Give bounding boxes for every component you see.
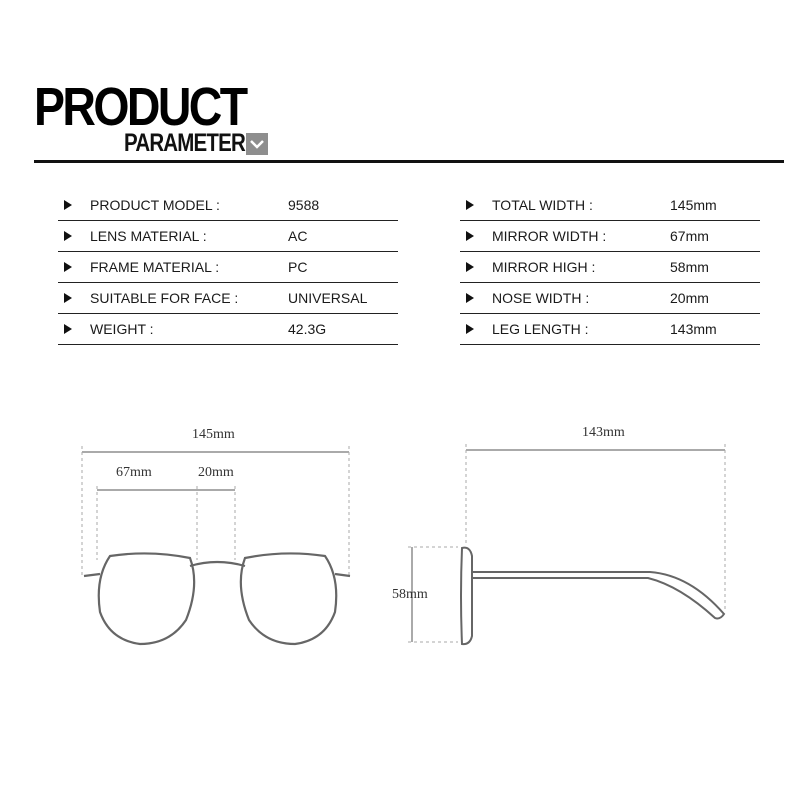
side-temple — [472, 572, 724, 619]
param-label: NOSE WIDTH : — [492, 290, 590, 306]
param-label: SUITABLE FOR FACE : — [90, 290, 239, 306]
side-lens-height-label: 58mm — [392, 587, 428, 602]
right-lens — [241, 553, 336, 644]
param-value: AC — [288, 228, 308, 244]
front-lens-width-label: 67mm — [116, 465, 152, 480]
param-value: 9588 — [288, 197, 320, 213]
param-value: 58mm — [670, 259, 709, 275]
side-view-dimensions — [408, 444, 725, 642]
side-leg-length-label: 143mm — [582, 425, 625, 440]
param-label: MIRROR WIDTH : — [492, 228, 607, 244]
bridge — [190, 562, 245, 566]
param-value: PC — [288, 259, 308, 275]
page-subtitle: PARAMETER — [124, 129, 245, 157]
right-temple — [335, 574, 350, 576]
page-title: PRODUCT — [34, 77, 246, 137]
param-label: TOTAL WIDTH : — [492, 197, 593, 213]
front-total-width-label: 145mm — [192, 427, 235, 442]
glasses-side-view — [461, 548, 724, 644]
left-temple — [84, 574, 100, 576]
side-frame — [461, 548, 472, 644]
left-lens — [99, 553, 194, 644]
param-label: LEG LENGTH : — [492, 321, 589, 337]
param-value: 42.3G — [288, 321, 327, 337]
param-label: PRODUCT MODEL : — [90, 197, 220, 213]
param-label: LENS MATERIAL : — [90, 228, 207, 244]
param-value: 67mm — [670, 228, 709, 244]
param-label: WEIGHT : — [90, 321, 154, 337]
front-bridge-width-label: 20mm — [198, 465, 234, 480]
param-value: 20mm — [670, 290, 709, 306]
param-value: 145mm — [670, 197, 717, 213]
param-value: UNIVERSAL — [288, 290, 368, 306]
glasses-front-view — [84, 553, 350, 644]
param-label: FRAME MATERIAL : — [90, 259, 220, 275]
param-label: MIRROR HIGH : — [492, 259, 596, 275]
param-value: 143mm — [670, 321, 717, 337]
